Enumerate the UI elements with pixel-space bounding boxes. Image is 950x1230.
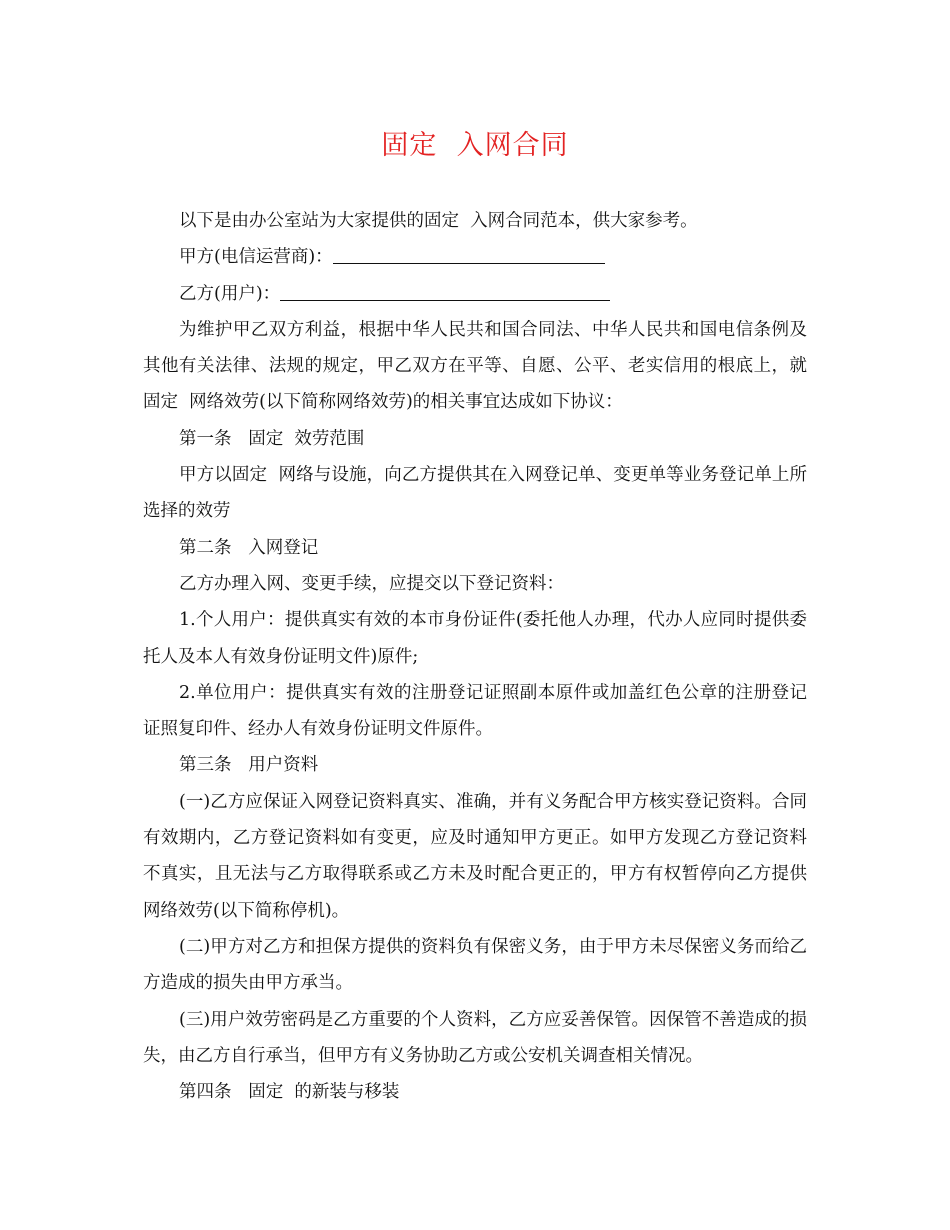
party-b-line	[143, 276, 807, 312]
article-2-intro: 乙方办理入网、变更手续，应提交以下登记资料：	[179, 573, 564, 594]
article-4-heading: 第四条 固定 的新装与移装	[179, 1082, 400, 1103]
article-3-item-1: (一)乙方应保证入网登记资料真实、准确，并有义务配合甲方核实登记资料。合同有效期内，乙方登记资料如有变更，应及时通知甲方更正。如甲方发现乙方登记资料不真实，且无法与乙方取得联系或乙方未及时配合更正的，甲方有权暂停向乙方提供网络效劳(以下简称停机)。	[143, 791, 807, 921]
party-b-label: 乙方(用户)：	[179, 283, 281, 304]
article-1-heading: 第一条 固定 效劳范围	[179, 428, 365, 449]
article-3-item-2: (二)甲方对乙方和担保方提供的资料负有保密义务，由于甲方未尽保密义务而给乙方造成的损失由甲方承当。	[143, 936, 807, 994]
party-b-blank	[280, 281, 610, 300]
party-a-blank	[333, 245, 605, 264]
intro-paragraph: 以下是由办公室站为大家提供的固定 入网合同范本，供大家参考。	[179, 211, 698, 231]
party-a-label: 甲方(电信运营商)：	[179, 247, 333, 268]
article-2-heading: 第二条 入网登记	[179, 537, 319, 558]
document-body	[143, 203, 807, 1110]
document-title: 固定 入网合同	[381, 130, 569, 161]
article-2-item-1: 1.个人用户：提供真实有效的本市身份证件(委托他人办理，代办人应同时提供委托人及本人有效身份证明文件)原件;	[143, 610, 807, 667]
article-1-text: 甲方以固定 网络与设施，向乙方提供其在入网登记单、变更单等业务登记单上所选择的效劳	[143, 465, 807, 522]
article-3-item-3: (三)用户效劳密码是乙方重要的个人资料，乙方应妥善保管。因保管不善造成的损失，由乙方自行承当，但甲方有义务协助乙方或公安机关调查相关情况。	[143, 1009, 807, 1066]
article-3-heading: 第三条 用户资料	[179, 755, 319, 776]
party-a-line	[143, 239, 807, 275]
article-2-item-2: 2.单位用户：提供真实有效的注册登记证照副本原件或加盖红色公章的注册登记证照复印件、经办人有效身份证明文件原件。	[143, 682, 807, 740]
preamble-paragraph: 为维护甲乙双方利益，根据中华人民共和国合同法、中华人民共和国电信条例及其他有关法律、法规的规定，甲乙双方在平等、自愿、公平、老实信用的根底上，就固定 网络效劳(以下简称网络效劳)的相关事宜达成如下协议：	[143, 319, 807, 413]
